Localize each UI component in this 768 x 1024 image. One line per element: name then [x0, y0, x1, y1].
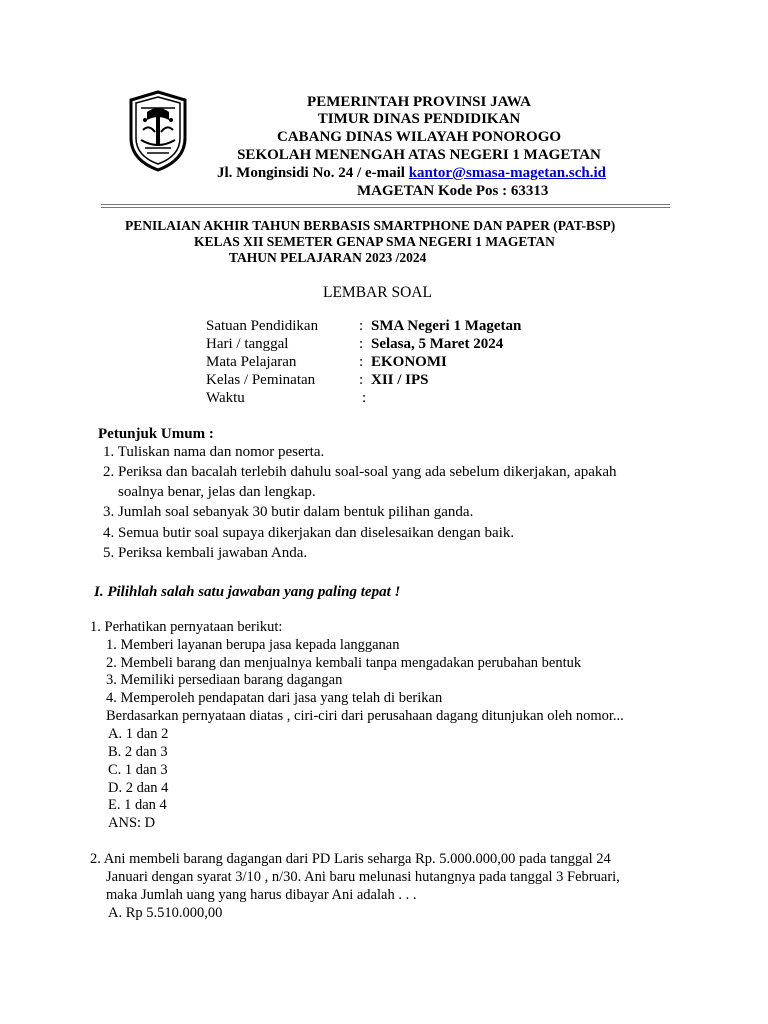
info-value: EKONOMI — [371, 354, 447, 370]
option-c: C. 1 dan 3 — [108, 762, 168, 778]
statement-item: 3. Memiliki persediaan barang dagangan — [106, 672, 343, 688]
question-1-stem: 1. Perhatikan pernyataan berikut: — [90, 619, 283, 635]
instruction-item: 5. Periksa kembali jawaban Anda. — [103, 545, 308, 561]
header-line-3: CABANG DINAS WILAYAH PONOROGO — [276, 129, 562, 145]
info-label: Mata Pelajaran — [206, 354, 297, 370]
header-line-2: TIMUR DINAS PENDIDIKAN — [317, 111, 521, 127]
info-sep: : — [359, 318, 364, 334]
option-a: A. 1 dan 2 — [108, 726, 169, 742]
info-sep: : — [359, 336, 364, 352]
instruction-item: soalnya benar, jelas dan lengkap. — [118, 484, 316, 500]
question-2-line: maka Jumlah uang yang harus dibayar Ani adalah . . . — [106, 887, 417, 903]
option-e: E. 1 dan 4 — [108, 797, 167, 813]
postal-line: MAGETAN Kode Pos : 63313 — [357, 183, 549, 199]
section-title: I. Pilihlah salah satu jawaban yang paling tepat ! — [94, 584, 401, 600]
instruction-item: 2. Periksa dan bacalah terlebih dahulu soal-soal yang ada sebelum dikerjakan, apakah — [103, 464, 617, 480]
statement-item: 4. Memperoleh pendapatan dari jasa yang telah di berikan — [106, 690, 443, 706]
instructions-title: Petunjuk Umum : — [98, 426, 214, 442]
exam-title-line-1: PENILAIAN AKHIR TAHUN BERBASIS SMARTPHONE DAN PAPER (PAT-BSP) — [125, 218, 616, 233]
exam-title-line-3: TAHUN PELAJARAN 2023 /2024 — [229, 250, 427, 265]
question-2-line: Januari dengan syarat 3/10 , n/30. Ani baru melunasi hutangnya pada tanggal 3 Februari, — [106, 869, 620, 885]
instruction-item: 1. Tuliskan nama dan nomor peserta. — [103, 444, 325, 460]
address-line — [217, 165, 606, 182]
sheet-title: LEMBAR SOAL — [323, 284, 432, 301]
info-label: Hari / tanggal — [206, 336, 289, 352]
option-a: A. Rp 5.510.000,00 — [108, 905, 223, 921]
header-line-4: SEKOLAH MENENGAH ATAS NEGERI 1 MAGETAN — [237, 147, 601, 163]
info-label: Waktu — [206, 390, 245, 406]
instruction-item: 3. Jumlah soal sebanyak 30 butir dalam bentuk pilihan ganda. — [103, 504, 474, 520]
email-link[interactable]: kantor@smasa-magetan.sch.id — [408, 165, 606, 181]
statement-item: 1. Memberi layanan berupa jasa kepada langganan — [106, 637, 400, 653]
info-value: XII / IPS — [371, 372, 429, 388]
answer-key: ANS: D — [108, 815, 156, 831]
info-value: SMA Negeri 1 Magetan — [371, 318, 522, 334]
info-label: Kelas / Peminatan — [206, 372, 316, 388]
info-sep: : — [359, 372, 364, 388]
info-sep: : — [359, 354, 364, 370]
address-text: Jl. Monginsidi No. 24 / e-mail — [217, 165, 405, 181]
instruction-item: 4. Semua butir soal supaya dikerjakan dan diselesaikan dengan baik. — [103, 525, 515, 541]
info-label: Satuan Pendidikan — [206, 318, 319, 334]
exam-title-line-2: KELAS XII SEMETER GENAP SMA NEGERI 1 MAGETAN — [194, 234, 555, 249]
option-b: B. 2 dan 3 — [108, 744, 168, 760]
option-d: D. 2 dan 4 — [108, 780, 169, 796]
header-line-1: PEMERINTAH PROVINSI JAWA — [307, 94, 531, 110]
question-1-prompt: Berdasarkan pernyataan diatas , ciri-ciri dari perusahaan dagang ditunjukan oleh nomor... — [106, 708, 624, 724]
header-divider — [101, 204, 670, 205]
header-divider-2 — [101, 207, 670, 208]
question-2-line: 2. Ani membeli barang dagangan dari PD Laris seharga Rp. 5.000.000,00 pada tanggal 24 — [90, 851, 611, 867]
statement-item: 2. Membeli barang dan menjualnya kembali tanpa mengadakan perubahan bentuk — [106, 655, 582, 671]
info-value: Selasa, 5 Maret 2024 — [371, 336, 504, 352]
info-sep: : — [362, 390, 367, 406]
